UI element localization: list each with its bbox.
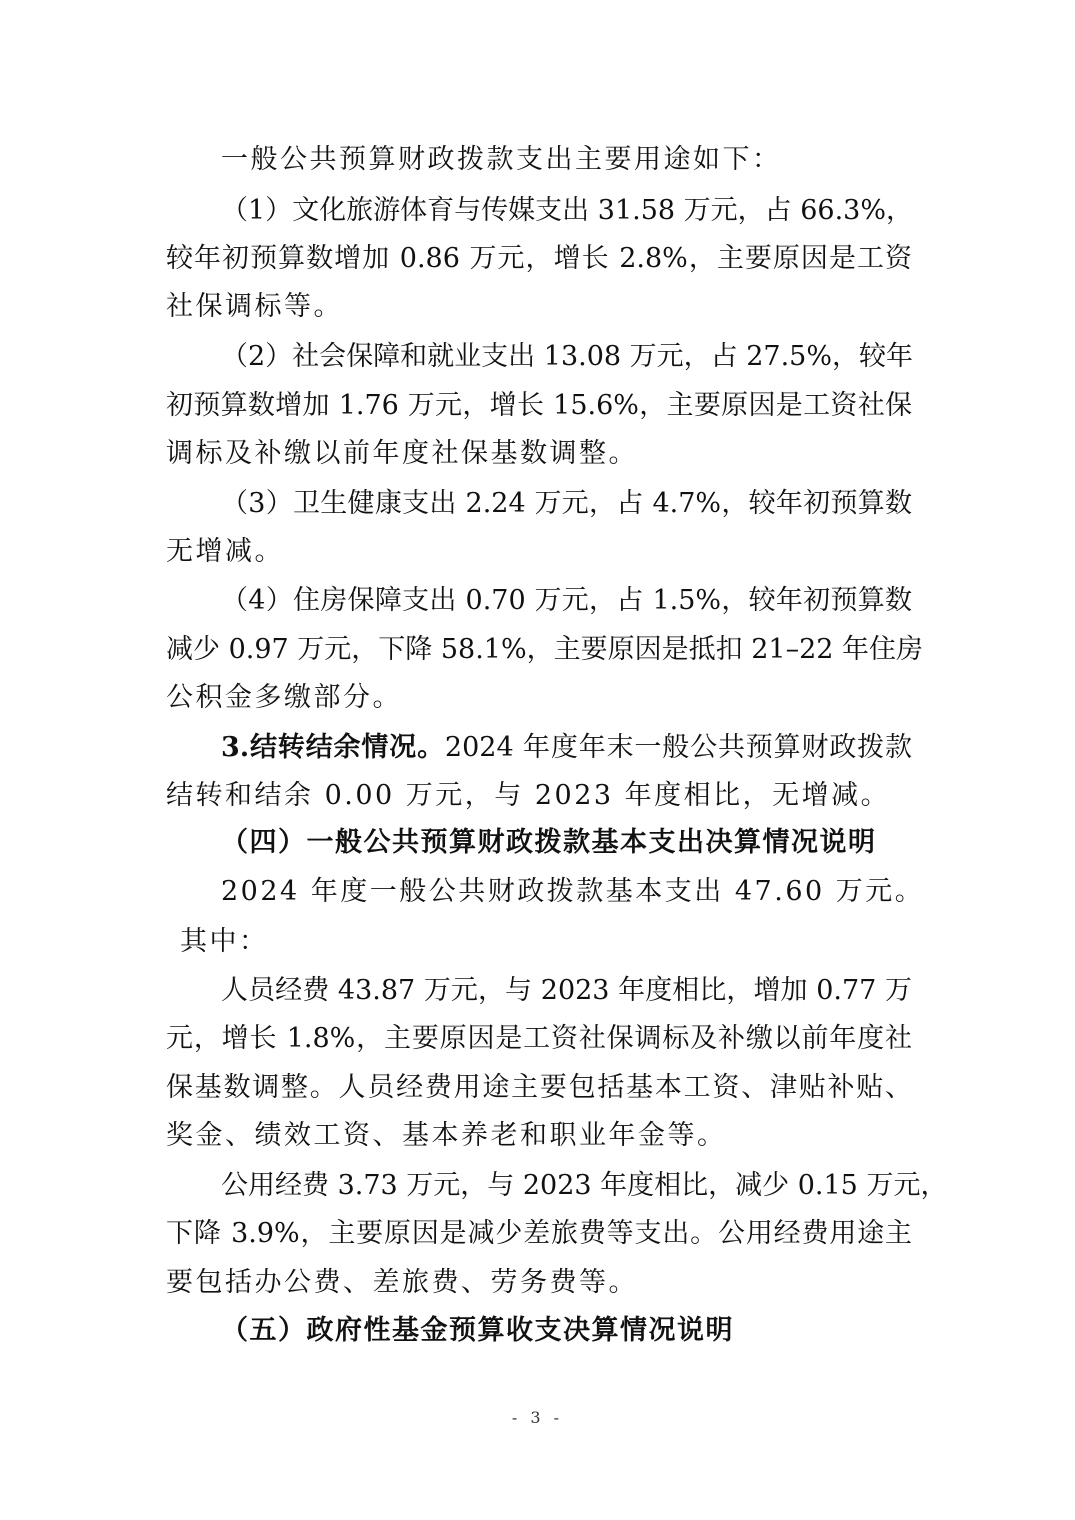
page-number: - 3 - xyxy=(511,1408,564,1427)
section5-heading: （五）政府性基金预算收支决算情况说明 xyxy=(221,1315,734,1346)
item2-line3: 调标及补缴以前年度社保基数调整。 xyxy=(166,438,638,469)
personnel-line1: 人员经费 43.87 万元，与 2023 年度相比，增加 0.77 万 xyxy=(221,975,912,1006)
item1-line2: 较年初预算数增加 0.86 万元，增长 2.8%，主要原因是工资 xyxy=(166,243,912,274)
item1-line3: 社保调标等。 xyxy=(166,291,343,322)
item1-line1: （1）文化旅游体育与传媒支出 31.58 万元，占 66.3%， xyxy=(221,195,913,226)
basic-total: 2024 年度一般公共财政拨款基本支出 47.60 万元。 xyxy=(221,876,925,907)
item2-line2: 初预算数增加 1.76 万元，增长 15.6%，主要原因是工资社保 xyxy=(166,390,912,421)
among-label: 其中： xyxy=(180,926,269,957)
public-line1: 公用经费 3.73 万元，与 2023 年度相比，减少 0.15 万元， xyxy=(221,1170,948,1201)
item4-line1: （4）住房保障支出 0.70 万元，占 1.5%，较年初预算数 xyxy=(221,585,912,616)
personnel-line4: 奖金、绩效工资、基本养老和职业年金等。 xyxy=(166,1120,727,1151)
item2-line1: （2）社会保障和就业支出 13.08 万元，占 27.5%，较年 xyxy=(221,341,913,372)
item3-line1: （3）卫生健康支出 2.24 万元，占 4.7%，较年初预算数 xyxy=(221,488,912,519)
item3-line2: 无增减。 xyxy=(166,536,284,567)
personnel-line2: 元，增长 1.8%，主要原因是工资社保调标及补缴以前年度社 xyxy=(166,1023,912,1054)
carryover-line1 xyxy=(221,731,912,765)
public-line3: 要包括办公费、差旅费、劳务费等。 xyxy=(166,1267,638,1298)
intro-paragraph: 一般公共预算财政拨款支出主要用途如下： xyxy=(221,144,782,175)
public-line2: 下降 3.9%，主要原因是减少差旅费等支出。公用经费用途主 xyxy=(166,1218,912,1249)
personnel-line3: 保基数调整。人员经费用途主要包括基本工资、津贴补贴、 xyxy=(166,1072,912,1103)
item4-line3: 公积金多缴部分。 xyxy=(166,682,402,713)
carryover-heading: 3.结转结余情况。 xyxy=(221,732,445,763)
item4-line2: 减少 0.97 万元，下降 58.1%，主要原因是抵扣 21–22 年住房 xyxy=(166,634,924,665)
section4-heading: （四）一般公共预算财政拨款基本支出决算情况说明 xyxy=(221,827,877,858)
carryover-text: 2024 年度年末一般公共预算财政拨款 xyxy=(444,732,912,763)
carryover-line2: 结转和结余 0.00 万元，与 2023 年度相比，无增减。 xyxy=(166,780,891,811)
